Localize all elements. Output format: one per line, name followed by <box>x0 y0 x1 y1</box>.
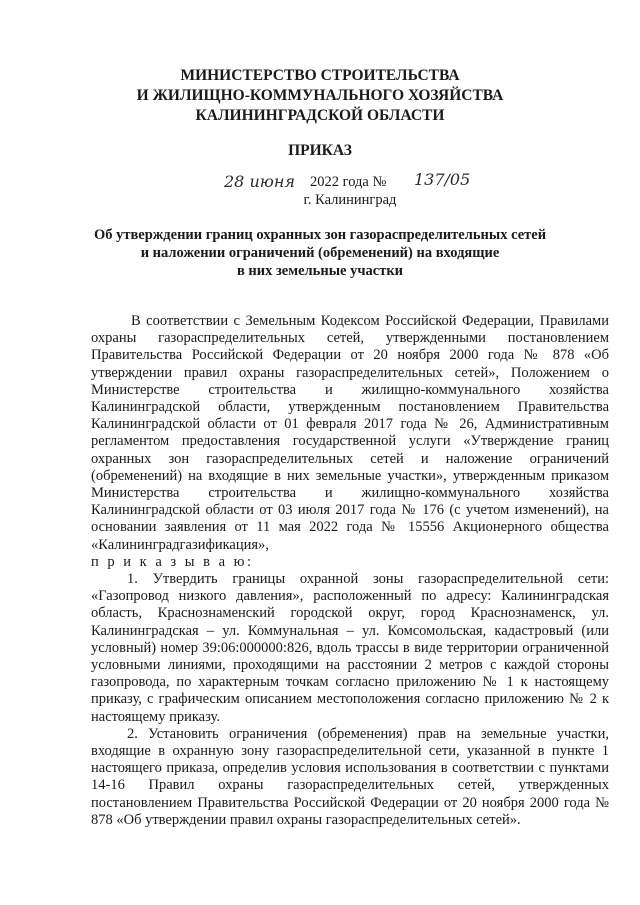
order-title: ПРИКАЗ <box>288 142 352 159</box>
order-city: г. Калининград <box>303 192 397 208</box>
handwritten-date: 28 июня <box>224 172 295 191</box>
order-item-1: 1. Утвердить границы охранной зоны газораспределительной сети: «Газопровод низкого давления», расположенный по адресу: Калининградская область, Краснознаменский городской округ, город Краснознаменск, ул. Калининградская – ул. Коммунальная – ул. Комсомольская, кадастровый (или условный) номер 39:06:000000:826, вдоль трассы в виде территории ограниченной условными линиями, проходящими на расстоянии 2 метров с каждой стороны газопровода, по характерным точкам согласно приложению № 1 к настоящему приказу, с графическим описанием местоположения согласно приложению № 2 к настоящему приказу. <box>91 571 609 725</box>
header-line-2: И ЖИЛИЩНО-КОММУНАЛЬНОГО ХОЗЯЙСТВА <box>136 87 504 104</box>
order-word: п р и к а з ы в а ю: <box>91 553 254 570</box>
ministry-header <box>0 66 640 126</box>
handwritten-order-number: 137/05 <box>414 170 471 189</box>
order-subject <box>0 226 640 280</box>
order-item-2: 2. Установить ограничения (обременения) прав на земельные участки, входящие в охранную зону газораспределительной сети, указанной в пункте 1 настоящего приказа, определив условия использования в соответствии с пунктами 14-16 Правил охраны газораспределительных сетей, утвержденных постановлением Правительства Российской Федерации от 20 ноября 2000 года № 878 «Об утверждении правил охраны газораспределительных сетей». <box>91 725 609 828</box>
order-body <box>91 313 609 829</box>
subject-line-1: Об утверждении границ охранных зон газораспределительных сетей <box>93 227 547 243</box>
order-year-text: 2022 года № <box>310 174 387 190</box>
subject-line-2: и наложении ограничений (обременений) на входящие <box>140 245 500 261</box>
subject-line-3: в них земельные участки <box>236 263 404 279</box>
header-line-3: КАЛИНИНГРАДСКОЙ ОБЛАСТИ <box>195 107 445 124</box>
preamble-paragraph: В соответствии с Земельным Кодексом Российской Федерации, Правилами охраны газораспределительных сетей, утвержденными постановлением Правительства Российской Федерации от 20 ноября 2000 года № 878 «Об утверждении правил охраны газораспределительных сетей», Положением о Министерстве строительства и жилищно-коммунального хозяйства Калининградской области, утвержденным постановлением Правительства Калининградской области от 01 февраля 2017 года № 26, Административным регламентом предоставления государственной услуги «Утверждение границ охранных зон газораспределительных сетей и наложение ограничений (обременений) на входящие в них земельные участки», утвержденным приказом Министерства строительства и жилищно-коммунального хозяйства Калининградской области от 03 июля 2017 года № 176 (с учетом изменений), на основании заявления от 11 мая 2022 года № 15556 Акционерного общества «Калининградгазификация», <box>91 313 609 553</box>
header-line-1: МИНИСТЕРСТВО СТРОИТЕЛЬСТВА <box>180 67 460 84</box>
